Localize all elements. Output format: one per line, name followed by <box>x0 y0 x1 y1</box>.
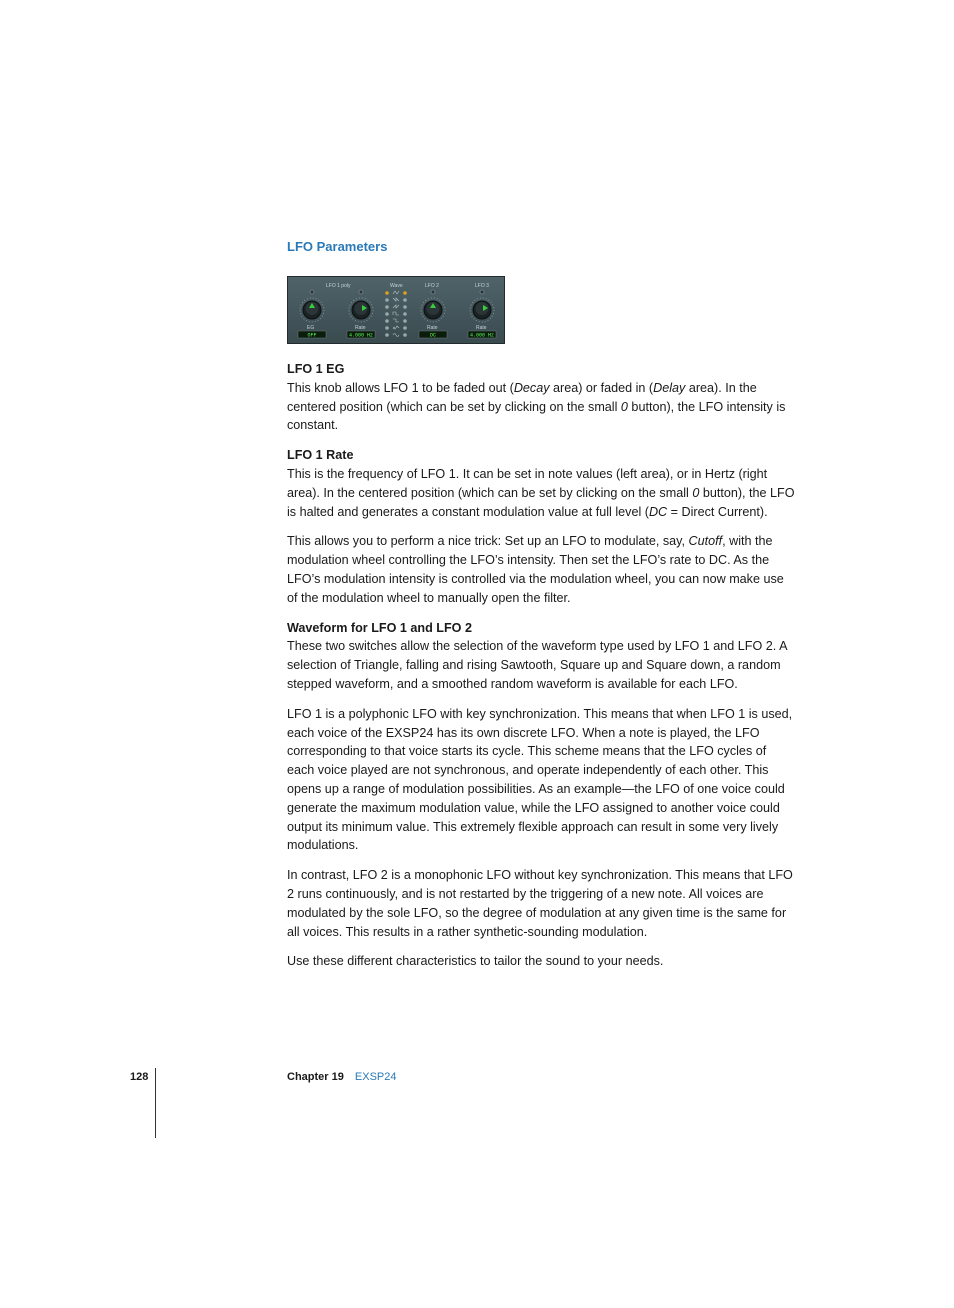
section-title: LFO Parameters <box>287 239 388 254</box>
lfo1-rate-knob[interactable] <box>349 298 373 322</box>
waveform-icons <box>393 291 399 337</box>
rate1-zero-button[interactable] <box>359 290 363 294</box>
document-body <box>287 360 797 982</box>
rate2-knob-label: Rate <box>427 325 438 331</box>
header-wave: Wave <box>390 283 403 289</box>
chapter-number: Chapter 19 <box>287 1071 344 1083</box>
rate2-zero-button[interactable] <box>431 290 435 294</box>
rate3-zero-button[interactable] <box>480 290 484 294</box>
paragraph-lfo1-rate: This is the frequency of LFO 1. It can be set in note values (left area), or in Hertz (right area). In the centered position (which can be set by clicking on the small 0 button), the LFO is halted and generates a constant modulation value at full level (DC = Direct Current). <box>287 466 795 519</box>
header-lfo1: LFO 1 poly <box>326 283 351 289</box>
paragraph-use: Use these different characteristics to tailor the sound to your needs. <box>287 954 664 969</box>
header-lfo3: LFO 3 <box>475 283 489 289</box>
lfo2-waveform-switch[interactable] <box>403 291 407 337</box>
lfo2-rate-knob[interactable] <box>421 298 445 322</box>
rate1-knob-label: Rate <box>355 325 366 331</box>
eg-knob[interactable] <box>300 298 324 322</box>
paragraph-trick: This allows you to perform a nice trick: Set up an LFO to modulate, say, Cutoff, with the modulation wheel controlling the LFO’s intensity. Then set the LFO’s rate to DC. As the LFO’s modulation intensity is controlled via the modulation wheel, you can now make use of the modulation wheel to manually open the filter. <box>287 534 784 605</box>
header-lfo2: LFO 2 <box>425 283 439 289</box>
page-number: 128 <box>130 1071 149 1083</box>
heading-lfo1-eg: LFO 1 EG <box>287 362 345 376</box>
footer-chapter <box>287 1070 397 1085</box>
eg-zero-button[interactable] <box>310 290 314 294</box>
rate1-display-value: 4.000 Hz <box>348 332 374 339</box>
heading-waveform: Waveform for LFO 1 and LFO 2 <box>287 620 472 635</box>
rate2-display-value: DC <box>429 332 437 339</box>
rate3-display-value: 4.000 Hz <box>469 332 495 339</box>
eg-knob-label: EG <box>307 325 315 331</box>
lfo-panel-graphic <box>288 277 506 345</box>
paragraph-lfo1-eg: This knob allows LFO 1 to be faded out (Decay area) or faded in (Delay area). In the centered position (which can be set by clicking on the small 0 button), the LFO intensity is constant. <box>287 380 786 433</box>
lfo1-waveform-switch[interactable] <box>385 291 389 337</box>
eg-display-value: OFF <box>307 332 317 339</box>
paragraph-waveform: These two switches allow the selection of the waveform type used by LFO 1 and LFO 2. A selection of Triangle, falling and rising Sawtooth, Square up and Square down, a random stepped waveform, and a smoothed random waveform is available for each LFO. <box>287 639 787 691</box>
lfo3-rate-knob[interactable] <box>470 298 494 322</box>
rate3-knob-label: Rate <box>476 325 487 331</box>
lfo-parameters-panel-image <box>287 276 505 344</box>
paragraph-mono-lfo: In contrast, LFO 2 is a monophonic LFO without key synchronization. This means that LFO 2 runs continuously, and is not restarted by the triggering of a new note. All voices are modulated by the sole LFO, so the degree of modulation at any given time is the same for all voices. This results in a rather synthetic-sounding modulation. <box>287 868 793 939</box>
heading-lfo1-rate: LFO 1 Rate <box>287 448 354 463</box>
chapter-title: EXSP24 <box>354 1071 397 1083</box>
footer-divider <box>155 1068 156 1138</box>
paragraph-poly-lfo: LFO 1 is a polyphonic LFO with key synchronization. This means that when LFO 1 is used, each voice of the EXSP24 has its own discrete LFO. When a note is played, the LFO corresponding to that voice starts its cycle. This scheme means that the LFO cycles of each voice played are not synchronous, and operate independently of each other. This opens up a range of modulation possibilities. As an example—the LFO of one voice could generate the maximum modulation value, while the LFO assigned to another voice could output its minimum value. This extremely flexible approach can result in some very lively modulations. <box>287 706 793 853</box>
